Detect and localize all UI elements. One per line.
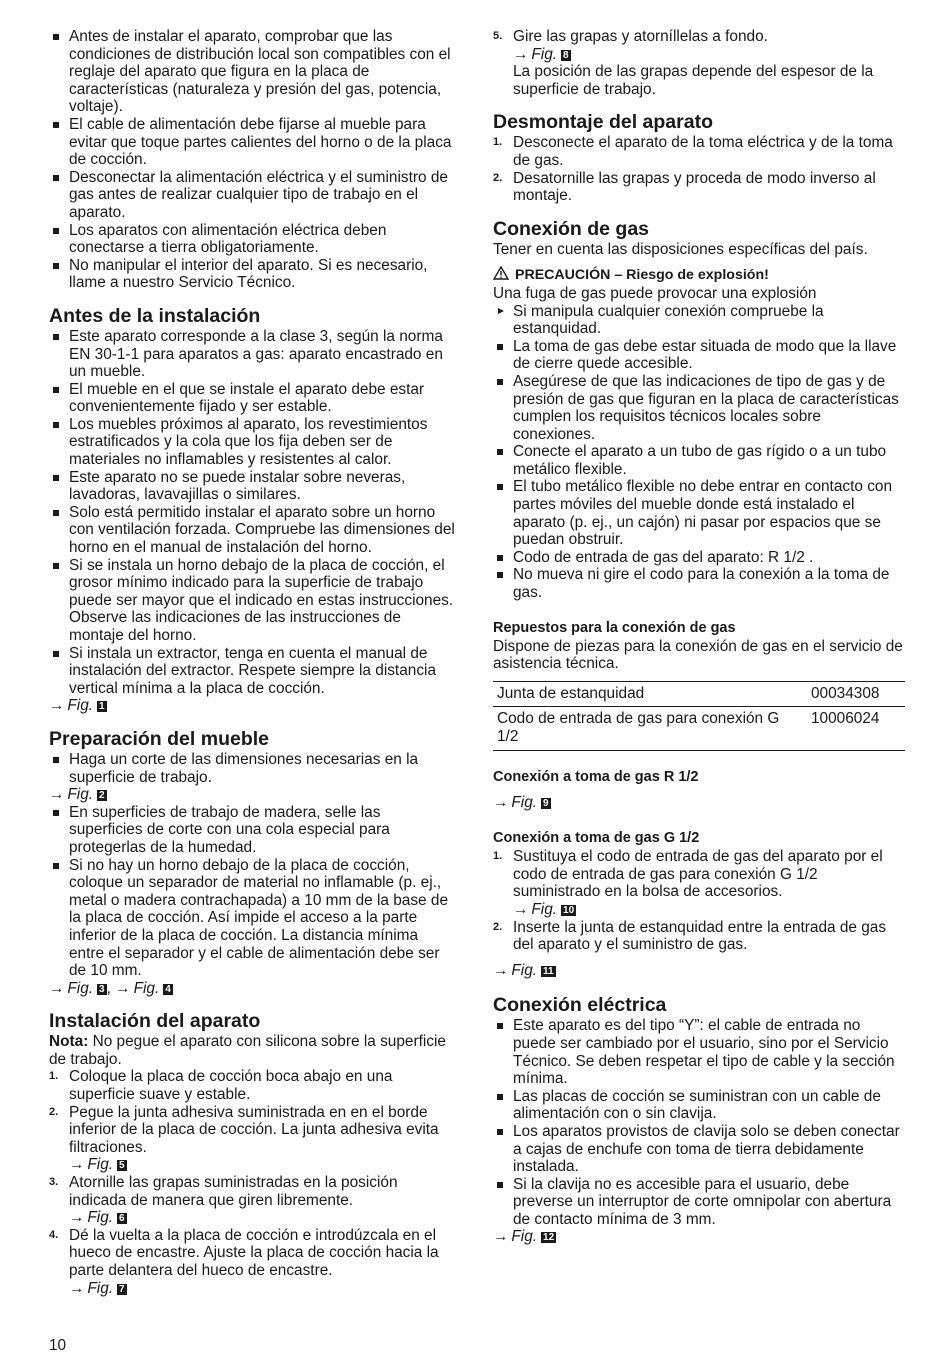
list-item: Solo está permitido instalar el aparato sobre un horno con ventilación forzada. Compruebe las dimensiones del horno en el manual de instalación del horno. bbox=[49, 504, 457, 557]
part-code: 10006024 bbox=[807, 707, 905, 750]
figure-reference: → Fig. 7 bbox=[69, 1279, 125, 1297]
figure-reference: → Fig. 11 bbox=[493, 961, 554, 979]
list-item: No mueva ni gire el codo para la conexión a la toma de gas. bbox=[493, 566, 905, 601]
subsection-title-repuestos: Repuestos para la conexión de gas bbox=[493, 619, 736, 636]
subsection-title-toma-r: Conexión a toma de gas R 1/2 bbox=[493, 768, 699, 785]
list-item: Conecte el aparato a un tubo de gas rígido o a un tubo metálico flexible. bbox=[493, 443, 905, 478]
step: Sustituya el codo de entrada de gas del aparato por el codo de entrada de gas para conexión G 1/2 suministrado en la bolsa de accesorios. → Fig. 10 bbox=[493, 848, 905, 918]
list-item: Haga un corte de las dimensiones necesarias en la superficie de trabajo. bbox=[49, 751, 457, 786]
list-item: Los aparatos con alimentación eléctrica deben conectarse a tierra obligatoriamente. bbox=[49, 222, 457, 257]
list-item: En superficies de trabajo de madera, selle las superficies de corte con una cola especial para protegerlas de la humedad. bbox=[49, 804, 457, 857]
repuestos-text: Dispone de piezas para la conexión de gas en el servicio de asistencia técnica. bbox=[493, 637, 903, 673]
figure-reference: → Fig. 9 bbox=[493, 793, 549, 811]
gas-intro: Tener en cuenta las disposiciones específicas del país. bbox=[493, 240, 868, 258]
instalacion-steps bbox=[49, 1068, 457, 1297]
list-item: Si instala un extractor, tenga en cuenta el manual de instalación del extractor. Respete siempre la distancia vertical mínima a la placa de cocción. bbox=[49, 645, 457, 698]
list-item: El mueble en el que se instale el aparato debe estar convenientemente fijado y ser estable. bbox=[49, 381, 457, 416]
warning-icon bbox=[493, 266, 509, 280]
gas-list bbox=[493, 338, 905, 602]
page-number: 10 bbox=[49, 1337, 67, 1354]
step: Inserte la junta de estanquidad entre la entrada de gas del aparato y el suministro de gas. bbox=[513, 918, 887, 954]
section-title-gas: Conexión de gas bbox=[493, 217, 650, 240]
list-item: Las placas de cocción se suministran con un cable de alimentación con o sin clavija. bbox=[493, 1088, 905, 1123]
electrica-list bbox=[493, 1017, 905, 1228]
list-item: Si la clavija no es accesible para el usuario, debe preverse un interruptor de corte omnipolar con abertura de contacto mínima de 3 mm. bbox=[493, 1176, 905, 1229]
section-title-mueble: Preparación del mueble bbox=[49, 727, 269, 750]
list-item: Si manipula cualquier conexión compruebe la estanquidad. bbox=[493, 303, 905, 338]
list-item: Los muebles próximos al aparato, los revestimientos estratificados y la cola que los fija deben ser de materiales no inflamables y resistentes al calor. bbox=[49, 416, 457, 469]
figure-reference: → Fig. 8 bbox=[513, 45, 569, 63]
step: Pegue la junta adhesiva suministrada en en el borde inferior de la placa de cocción. La junta adhesiva evita filtraciones. → Fig. 5 bbox=[49, 1104, 457, 1174]
instalacion-steps-cont bbox=[493, 28, 905, 98]
list-item: Si se instala un horno debajo de la placa de cocción, el grosor mínimo indicado para la superficie de trabajo puede ser mayor que el indicado en estas instrucciones. Observe las indicaciones de las instrucciones de montaje del horno. bbox=[49, 557, 457, 645]
list-item: Asegúrese de que las indicaciones de tipo de gas y de presión de gas que figuran en la placa de características cumplen los requisitos técnicos locales sobre conexiones. bbox=[493, 373, 905, 443]
toma-g-steps bbox=[493, 848, 905, 954]
right-column bbox=[493, 28, 905, 1246]
section-title-instalacion: Instalación del aparato bbox=[49, 1010, 261, 1033]
list-item: Este aparato no se puede instalar sobre neveras, lavadoras, lavavajillas o similares. bbox=[49, 469, 457, 504]
warning-title: PRECAUCIÓN – Riesgo de explosión! bbox=[493, 266, 905, 285]
nota: Nota: No pegue el aparato con silicona sobre la superficie de trabajo. bbox=[49, 1033, 446, 1068]
list-item: Codo de entrada de gas del aparato: R 1/2 . bbox=[493, 549, 905, 567]
step: Desconecte el aparato de la toma eléctrica y de la toma de gas. bbox=[513, 134, 893, 169]
list-item: La toma de gas debe estar situada de modo que la llave de cierre quede accesible. bbox=[493, 338, 905, 373]
mueble-list-1 bbox=[49, 751, 457, 786]
antes-list bbox=[49, 328, 457, 697]
step: Desatornille las grapas y proceda de modo inverso al montaje. bbox=[513, 169, 876, 205]
subsection-title-toma-g: Conexión a toma de gas G 1/2 bbox=[493, 830, 700, 847]
figure-reference: → Fig. 12 bbox=[493, 1228, 555, 1246]
figure-reference: → Fig. 5 bbox=[69, 1156, 125, 1174]
part-name: Codo de entrada de gas para conexión G 1/2 bbox=[493, 707, 807, 750]
desmontaje-steps bbox=[493, 134, 905, 204]
list-item: No manipular el interior del aparato. Si es necesario, llame a nuestro Servicio Técnico. bbox=[49, 257, 457, 292]
list-item: Si no hay un horno debajo de la placa de cocción, coloque un separador de material no inflamable (p. ej., metal o madera contrachapada) a 10 mm de la base de la placa de cocción. Así impide el acceso a la parte inferior de la placa de cocción. La distancia mínima entre el separador y el cable de alimentación debe ser de 10 mm. bbox=[49, 857, 457, 980]
step-note: La posición de las grapas depende del espesor de la superficie de trabajo. bbox=[513, 63, 874, 98]
step: Coloque la placa de cocción boca abajo en una superficie suave y estable. bbox=[69, 1068, 393, 1104]
section-title-antes: Antes de la instalación bbox=[49, 304, 261, 327]
step: Gire las grapas y atorníllelas a fondo. → Fig. 8 La posición de las grapas depende del espesor de la superficie de trabajo. bbox=[493, 28, 905, 98]
list-item: Este aparato es del tipo “Y”: el cable de entrada no puede ser cambiado por el usuario, sino por el Servicio Técnico. Se deben respetar el tipo de cable y la sección mínima. bbox=[493, 1017, 905, 1087]
step: Atornille las grapas suministradas en la posición indicada de manera que giren libremente. → Fig. 6 bbox=[49, 1174, 457, 1227]
list-item: Antes de instalar el aparato, comprobar que las condiciones de distribución local son compatibles con el reglaje del aparato que figura en la placa de características (naturaleza y presión del gas, potencia, voltaje). bbox=[49, 28, 457, 116]
warning-text: Una fuga de gas puede provocar una explosión bbox=[493, 284, 817, 302]
list-item: Este aparato corresponde a la clase 3, según la norma EN 30-1-1 para aparatos a gas: aparato encastrado en un mueble. bbox=[49, 328, 457, 381]
list-item: El cable de alimentación debe fijarse al mueble para evitar que toque partes calientes del horno o de la placa de cocción. bbox=[49, 116, 457, 169]
list-item: Desconectar la alimentación eléctrica y el suministro de gas antes de realizar cualquier tipo de trabajo en el aparato. bbox=[49, 169, 457, 222]
table-row bbox=[493, 707, 905, 750]
left-column bbox=[49, 28, 457, 1297]
safety-list bbox=[49, 28, 457, 292]
list-item: Los aparatos provistos de clavija solo se deben conectar a cajas de enchufe con toma de tierra debidamente instalada. bbox=[493, 1123, 905, 1176]
mueble-list-2 bbox=[49, 804, 457, 980]
figure-reference: → Fig. 10 bbox=[513, 900, 575, 918]
part-code: 00034308 bbox=[807, 681, 905, 707]
section-title-desmontaje: Desmontaje del aparato bbox=[493, 111, 713, 134]
action-list bbox=[493, 303, 905, 338]
figure-reference: → Fig. 1 bbox=[49, 697, 105, 715]
step: Dé la vuelta a la placa de cocción e introdúzcala en el hueco de encastre. Ajuste la placa de cocción hacia la parte delantera del hueco de encastre. → Fig. 7 bbox=[49, 1227, 457, 1297]
figure-reference: → Fig. 3 , → Fig. 4 bbox=[49, 979, 171, 997]
figure-reference: → Fig. 2 bbox=[49, 786, 105, 804]
section-title-electrica: Conexión eléctrica bbox=[493, 994, 667, 1017]
list-item: El tubo metálico flexible no debe entrar en contacto con partes móviles del mueble donde está instalado el aparato (p. ej., un cajón) ni pasar por espacios que se puedan obstruir. bbox=[493, 478, 905, 548]
figure-reference: → Fig. 6 bbox=[69, 1209, 125, 1227]
part-name: Junta de estanquidad bbox=[493, 681, 807, 707]
table-row bbox=[493, 681, 905, 707]
parts-table bbox=[493, 681, 905, 751]
